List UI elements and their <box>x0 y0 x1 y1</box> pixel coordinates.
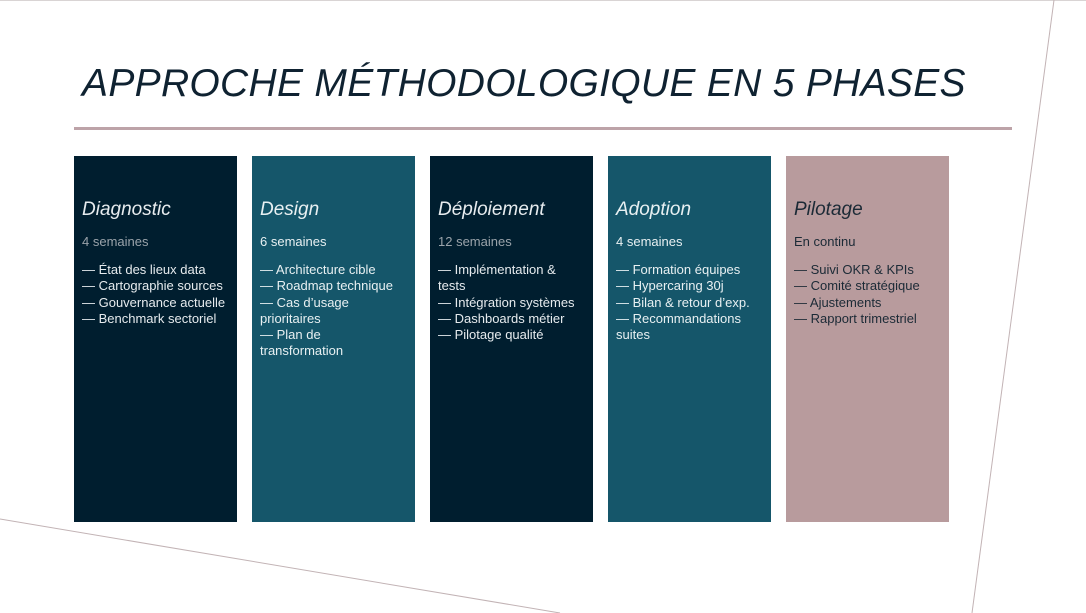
phase-title: Design <box>260 199 320 220</box>
phase-item: — Plan de transformation <box>260 327 344 359</box>
phase-item-list <box>260 262 407 360</box>
phase-duration: En continu <box>794 234 856 249</box>
phase-item: — Architecture cible <box>260 262 376 277</box>
phase-item: — Roadmap technique <box>260 278 393 294</box>
phase-title: Diagnostic <box>82 199 171 220</box>
phase-item: — Cas d’usage prioritaires <box>260 294 349 326</box>
phase-item-list <box>438 262 585 343</box>
phase-item: — Intégration systèmes <box>438 294 575 310</box>
phase-duration: 4 semaines <box>82 234 149 249</box>
phase-item: — État des lieux data <box>82 262 206 277</box>
phase-card-deploiement <box>430 156 593 522</box>
phase-item: — Recommandations suites <box>616 310 741 343</box>
phase-title: Pilotage <box>794 199 863 220</box>
phase-item: — Rapport trimestriel <box>794 310 917 326</box>
phase-item: — Implémentation & tests <box>438 262 556 294</box>
phase-item: — Gouvernance actuelle <box>82 294 226 310</box>
phase-card-adoption <box>608 156 771 522</box>
slide-title: APPROCHE MÉTHODOLOGIQUE EN 5 PHASES <box>82 62 966 105</box>
phase-item: — Ajustements <box>794 294 882 310</box>
phase-title: Déploiement <box>438 199 545 220</box>
phase-card-pilotage <box>786 156 949 522</box>
phase-item: — Benchmark sectoriel <box>82 310 217 326</box>
phase-item-list <box>616 262 763 343</box>
phase-card-diagnostic <box>74 156 237 522</box>
phase-item-list <box>794 262 941 327</box>
phase-item: — Bilan & retour d’exp. <box>616 294 750 310</box>
phase-item: — Pilotage qualité <box>438 327 544 343</box>
phase-item: — Comité stratégique <box>794 278 920 294</box>
phase-item-list <box>82 262 229 327</box>
phase-item: — Formation équipes <box>616 262 741 277</box>
phase-item: — Dashboards métier <box>438 310 565 326</box>
phase-duration: 6 semaines <box>260 234 327 249</box>
slide-top-border <box>0 0 1086 1</box>
phase-item: — Cartographie sources <box>82 278 223 294</box>
phase-card-design <box>252 156 415 522</box>
title-underline <box>74 127 1012 130</box>
phase-title: Adoption <box>616 199 692 220</box>
phase-duration: 4 semaines <box>616 234 683 249</box>
phase-item: — Suivi OKR & KPIs <box>794 262 914 277</box>
phase-item: — Hypercaring 30j <box>616 278 724 294</box>
phase-duration: 12 semaines <box>438 234 512 249</box>
